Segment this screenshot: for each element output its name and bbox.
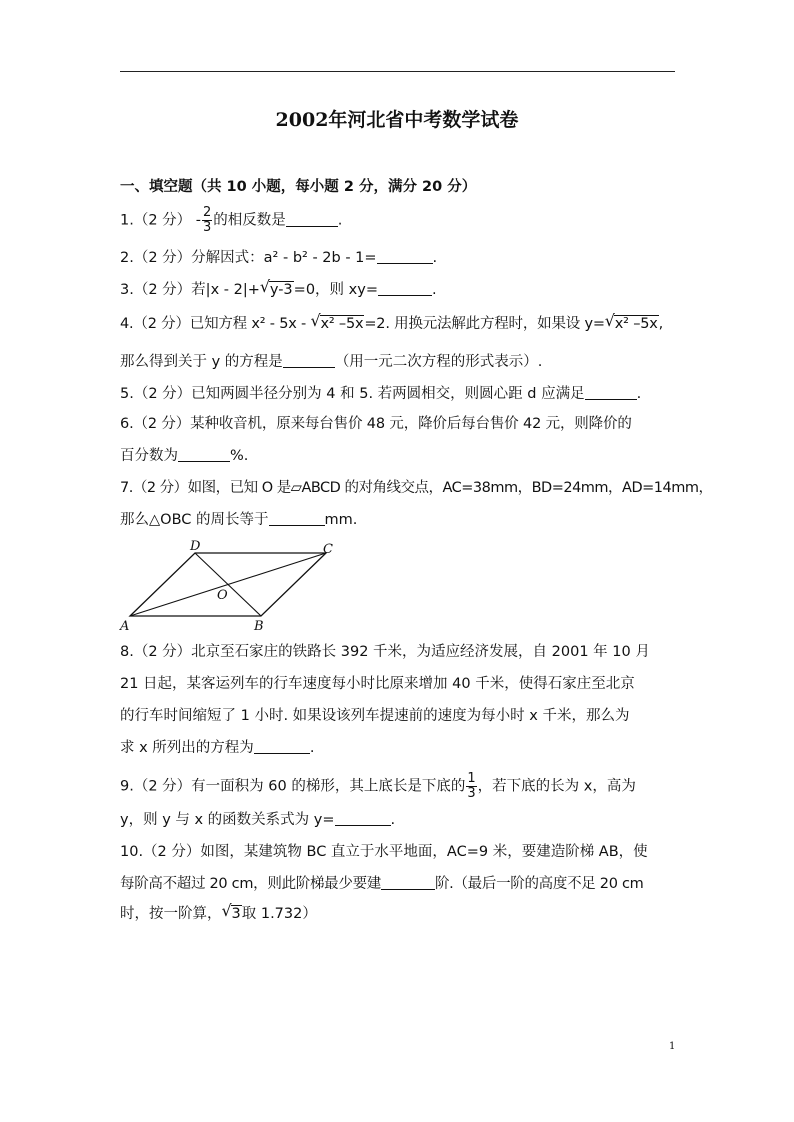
q4-line2-b: （用一元二次方程的形式表示）. <box>334 354 543 370</box>
label-c: C <box>323 542 333 557</box>
q7-line2-b: mm. <box>324 512 358 528</box>
question-5 <box>120 384 676 404</box>
q9-line2-a: y，则 y 与 x 的函数关系式为 y= <box>120 812 335 828</box>
question-4 <box>120 311 676 334</box>
abs-bar-icon: | <box>205 282 211 298</box>
answer-blank[interactable] <box>254 739 310 754</box>
q8-line4-b: . <box>309 740 315 756</box>
parallelogram-figure <box>115 538 355 634</box>
question-2 <box>120 248 676 268</box>
header-rule <box>120 71 675 72</box>
q7-line2-a: 那么△OBC 的周长等于 <box>120 512 269 528</box>
question-8-line-2 <box>120 674 676 694</box>
q4-line2-a: 那么得到关于 y 的方程是 <box>120 354 283 370</box>
q2-end: . <box>432 250 438 266</box>
answer-blank[interactable] <box>286 212 338 227</box>
sqrt-icon: √ y-3 <box>259 277 293 298</box>
q4-radicand: x² –5x <box>320 316 364 332</box>
q9-line2-b: . <box>390 812 396 828</box>
question-6 <box>120 414 676 434</box>
question-10 <box>120 842 676 862</box>
q3-end: . <box>431 282 437 298</box>
q1-denominator: 3 <box>203 220 212 235</box>
q9-fraction <box>466 772 476 801</box>
q4-prefix: 4.（2 分）已知方程 x² - 5x - <box>120 316 307 332</box>
q2-text: 2.（2 分）分解因式：a² - b² - 2b - 1= <box>120 250 377 266</box>
answer-blank[interactable] <box>178 447 230 462</box>
answer-blank[interactable] <box>377 249 433 264</box>
q6-line2-a: 百分数为 <box>120 448 178 464</box>
q3-radicand: y-3 <box>269 282 293 298</box>
q1-minus: - <box>195 212 202 229</box>
q7-line1: 7.（2 分）如图，已知 O 是▱ABCD 的对角线交点，AC=38mm，BD=24mm，AD=14mm， <box>120 480 713 496</box>
section-heading: 一、填空题（共 10 小题，每小题 2 分，满分 20 分） <box>120 179 477 195</box>
answer-blank[interactable] <box>283 353 335 368</box>
sqrt-icon: √ x² –5x <box>604 311 658 332</box>
q8-line4-a: 求 x 所列出的方程为 <box>120 740 254 756</box>
answer-blank[interactable] <box>378 281 432 296</box>
q8-line2: 21 日起，某客运列车的行车速度每小时比原来增加 40 千米，使得石家庄至北京 <box>120 676 635 692</box>
q3-text: =0，则 xy= <box>293 282 378 298</box>
q1-numerator: 2 <box>203 205 212 220</box>
question-10-line-3 <box>120 901 676 924</box>
answer-blank[interactable] <box>269 511 325 526</box>
q10-line2-b: 阶.（最后一阶的高度不足 20 cm <box>434 876 644 892</box>
q6-line1: 6.（2 分）某种收音机，原来每台售价 48 元，降价后每台售价 42 元，则降价的 <box>120 416 632 432</box>
question-6-line-2 <box>120 446 676 466</box>
q9-denominator: 3 <box>467 786 476 801</box>
sqrt-icon: √ x² –5x <box>310 311 364 332</box>
q1-fraction <box>202 206 212 235</box>
answer-blank[interactable] <box>585 385 637 400</box>
question-10-line-2 <box>120 874 676 894</box>
q3-prefix: 3.（2 分）若 <box>120 282 206 298</box>
question-1 <box>120 206 676 235</box>
sqrt-icon: √ 3 <box>221 901 241 922</box>
question-8-line-4 <box>120 738 676 758</box>
q10-line3-b: 取 1.732） <box>241 906 317 922</box>
answer-blank[interactable] <box>381 875 435 890</box>
question-7-line-2 <box>120 510 676 530</box>
q3-abs-content: x - 2 <box>210 282 243 298</box>
label-o: O <box>217 588 228 603</box>
q10-line3-a: 时，按一阶算， <box>120 906 222 922</box>
question-9-line-2 <box>120 810 676 830</box>
q4-mid: =2. 用换元法解此方程时，如果设 y= <box>364 316 605 332</box>
question-4-line-2 <box>120 352 676 372</box>
q8-line3: 的行车时间缩短了 1 小时. 如果设该列车提速前的速度为每小时 x 千米，那么为 <box>120 708 630 724</box>
label-b: B <box>254 619 264 634</box>
q9-rest: ，若下底的长为 x，高为 <box>477 778 636 795</box>
q10-line2-a: 每阶高不超过 20 cm，则此阶梯最少要建 <box>120 876 381 892</box>
q5-end: . <box>636 386 642 402</box>
q3-plus: + <box>247 282 260 298</box>
question-9 <box>120 772 676 801</box>
page-number: 1 <box>669 1041 676 1052</box>
q1-text: 的相反数是 <box>213 212 286 229</box>
question-3 <box>120 277 676 300</box>
label-a: A <box>120 619 130 634</box>
q5-text: 5.（2 分）已知两圆半径分别为 4 和 5. 若两圆相交，则圆心距 d 应满足 <box>120 386 585 402</box>
q1-end: . <box>337 212 343 229</box>
q10-line1: 10.（2 分）如图，某建筑物 BC 直立于水平地面，AC=9 米，要建造阶梯 AB，使 <box>120 844 648 860</box>
q1-prefix: 1.（2 分） <box>120 212 192 229</box>
q10-radicand: 3 <box>231 906 241 922</box>
abs-bar-icon: | <box>242 282 248 298</box>
page-title: 2002年河北省中考数学试卷 <box>275 109 519 131</box>
q9-prefix: 9.（2 分）有一面积为 60 的梯形，其上底长是下底的 <box>120 778 466 795</box>
q4-radicand-2: x² –5x <box>614 316 658 332</box>
q6-line2-b: %. <box>230 448 249 464</box>
question-8 <box>120 642 676 662</box>
label-d: D <box>190 539 201 554</box>
question-8-line-3 <box>120 706 676 726</box>
q8-line1: 8.（2 分）北京至石家庄的铁路长 392 千米，为适应经济发展，自 2001 年 10 月 <box>120 644 650 660</box>
q4-end: , <box>658 316 664 332</box>
answer-blank[interactable] <box>335 811 391 826</box>
diagonal-bd <box>195 553 261 616</box>
q9-numerator: 1 <box>467 771 476 786</box>
question-7 <box>120 478 713 498</box>
